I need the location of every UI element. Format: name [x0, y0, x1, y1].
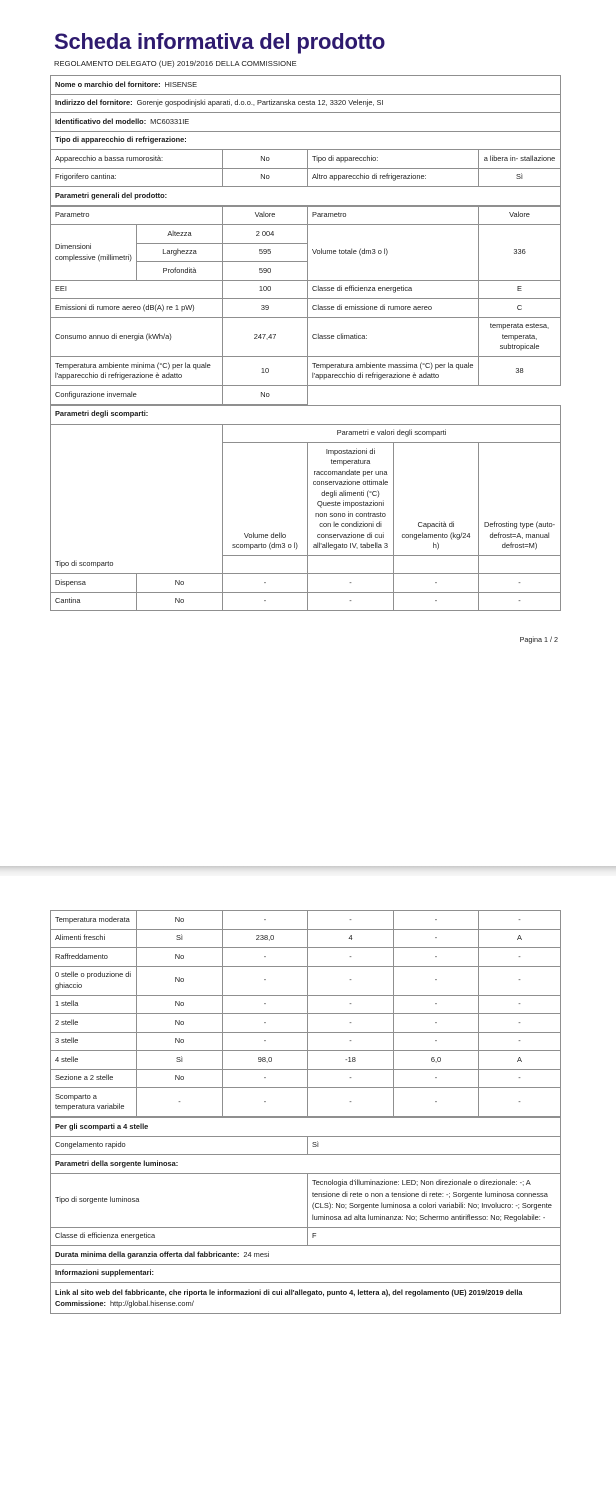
appliance-kind-value: a libera in- stallazione	[479, 150, 561, 169]
table-row	[51, 592, 561, 611]
compartment-freezing: -	[394, 929, 479, 948]
page-1-content	[50, 0, 560, 644]
compartment-temp: 4	[308, 929, 394, 948]
low-noise-value: No	[223, 150, 308, 169]
table-row	[51, 1173, 561, 1227]
general-params-header: Parametri generali del prodotto:	[51, 187, 561, 206]
compartment-temp: -	[308, 574, 394, 593]
compartment-volume: -	[223, 1088, 308, 1117]
compartment-present: No	[137, 911, 223, 930]
compartment-volume: -	[223, 592, 308, 611]
annual-energy-value: 247,47	[223, 317, 308, 357]
compartment-defrost: -	[479, 574, 561, 593]
climate-class-value: temperata estesa, temperata, subtropicale	[479, 317, 561, 357]
compartment-defrost: -	[479, 995, 561, 1014]
dimension-width-label: Larghezza	[137, 243, 223, 262]
col-header-defrost-type: Defrosting type (auto-defrost=A, manual defrost=M)	[479, 443, 561, 556]
compartment-temp: -	[308, 1032, 394, 1051]
table-row	[51, 94, 561, 113]
table-row	[51, 113, 561, 132]
appliance-kind-label: Tipo di apparecchio:	[308, 150, 479, 169]
total-volume-value: 336	[479, 225, 561, 281]
compartment-volume: -	[223, 574, 308, 593]
table-row	[51, 1051, 561, 1070]
eei-label: EEI	[51, 280, 223, 299]
compartment-defrost: A	[479, 929, 561, 948]
supplier-address-value: Gorenje gospodinjski aparati, d.o.o., Partizanska cesta 12, 3320 Velenje, SI	[136, 98, 384, 108]
col-header-value-1: Valore	[223, 206, 308, 225]
table-row	[51, 1069, 561, 1088]
climate-class-label: Classe climatica:	[308, 317, 479, 357]
fast-freeze-value: Sì	[308, 1136, 561, 1155]
general-params-table	[50, 206, 561, 405]
table-row	[51, 1264, 561, 1283]
page-2-top-margin	[0, 876, 616, 910]
light-source-type-value: Tecnologia d'illuminazione: LED; Non direzionale o direzionale: -; A tensione di rete o non a tensione di rete: -; Sorgente luminosa connessa (CLS): No; Sorgente luminosa a colori variabili: No; Involucro: -; Sorgente luminosa ad alta luminanza: No; Schermo antiriflesso: No; Regolabile: -	[308, 1173, 561, 1227]
col-header-volume: Volume dello scomparto (dm3 o l)	[223, 443, 308, 556]
table-row	[51, 948, 561, 967]
table-row	[51, 1118, 561, 1137]
page-2-content	[50, 910, 560, 1314]
compartment-volume: -	[223, 966, 308, 995]
compartment-defrost: -	[479, 1069, 561, 1088]
document-page-2	[0, 876, 616, 1500]
compartments-table-continued	[50, 910, 561, 1117]
table-row	[51, 150, 561, 169]
compartment-temp: -	[308, 1014, 394, 1033]
compartment-volume: -	[223, 995, 308, 1014]
compartment-defrost: -	[479, 948, 561, 967]
compartment-present: Sì	[137, 1051, 223, 1070]
model-id-row	[51, 113, 561, 132]
compartment-volume: -	[223, 1069, 308, 1088]
compartment-name: Scomparto a temperatura variabile	[51, 1088, 137, 1117]
compartment-temp: -	[308, 966, 394, 995]
table-row	[51, 911, 561, 930]
compartment-freezing: -	[394, 1069, 479, 1088]
compartments-header: Parametri degli scomparti:	[51, 405, 561, 424]
compartment-defrost: -	[479, 1032, 561, 1051]
supplier-name-row	[51, 76, 561, 95]
low-noise-label: Apparecchio a bassa rumorosità:	[51, 150, 223, 169]
compartment-freezing: -	[394, 911, 479, 930]
dimension-height-value: 2 004	[223, 225, 308, 244]
light-energy-class-label: Classe di efficienza energetica	[51, 1227, 308, 1246]
compartment-name: 0 stelle o produzione di ghiaccio	[51, 966, 137, 995]
compartment-temp: -	[308, 948, 394, 967]
compartment-freezing: -	[394, 592, 479, 611]
table-row	[51, 280, 561, 299]
col-header-freezing-capacity: Capacità di congelamento (kg/24 h)	[394, 443, 479, 556]
dimensions-label: Dimensioni complessive (millimetri)	[51, 225, 137, 281]
model-id-label: Identificativo del modello:	[55, 116, 147, 126]
compartment-name: 2 stelle	[51, 1014, 137, 1033]
additional-info-header: Informazioni supplementari:	[51, 1264, 561, 1283]
compartment-present: No	[137, 966, 223, 995]
total-volume-label: Volume totale (dm3 o l)	[308, 225, 479, 281]
table-row	[51, 1088, 561, 1117]
warranty-row	[51, 1246, 561, 1265]
energy-class-label: Classe di efficienza energetica	[308, 280, 479, 299]
compartment-defrost: A	[479, 1051, 561, 1070]
footer-sections-table	[50, 1117, 561, 1314]
table-row	[51, 929, 561, 948]
manufacturer-link-value: http://global.hisense.com/	[109, 1299, 194, 1309]
table-row	[51, 405, 561, 424]
compartment-present: No	[137, 1014, 223, 1033]
compartment-volume: -	[223, 1032, 308, 1051]
compartment-present: No	[137, 574, 223, 593]
page-title: Scheda informativa del prodotto	[54, 29, 386, 54]
compartment-name: Raffreddamento	[51, 948, 137, 967]
compartment-defrost: -	[479, 911, 561, 930]
compartment-temp: -	[308, 995, 394, 1014]
supplier-address-label: Indirizzo del fornitore:	[55, 98, 133, 108]
compartment-name: Temperatura moderata	[51, 911, 137, 930]
compartment-defrost: -	[479, 592, 561, 611]
regulation-subtitle: REGOLAMENTO DELEGATO (UE) 2019/2016 DELLA COMMISSIONE	[54, 59, 297, 69]
annual-energy-label: Consumo annuo di energia (kWh/a)	[51, 317, 223, 357]
compartment-temp: -	[308, 592, 394, 611]
min-ambient-temp-value: 10	[223, 357, 308, 386]
warranty-value: 24 mesi	[243, 1249, 270, 1259]
table-row	[51, 556, 561, 574]
model-id-value: MC60331IE	[150, 116, 190, 126]
compartment-name: 3 stelle	[51, 1032, 137, 1051]
table-row	[51, 1014, 561, 1033]
table-row	[51, 995, 561, 1014]
min-ambient-temp-label: Temperatura ambiente minima (°C) per la quale l'apparecchio di refrigerazione è adatto	[51, 357, 223, 386]
compartment-temp: -	[308, 1088, 394, 1117]
manufacturer-link-label: Link al sito web del fabbricante, che riporta le informazioni di cui all'allegato, punto 4, lettera a), del regolamento (UE) 2019/2019 della Commissione:	[55, 1287, 523, 1309]
energy-class-value: E	[479, 280, 561, 299]
col-header-temperature: Impostazioni di temperatura raccomandate per una conservazione ottimale degli alimenti (°C) Queste impostazioni non sono in contrasto con le condizioni di conservazione di cui all'allegato IV, tabella 3	[308, 443, 394, 556]
eei-value: 100	[223, 280, 308, 299]
col-header-value-2: Valore	[479, 206, 561, 225]
compartment-name: Cantina	[51, 592, 137, 611]
compartment-present: -	[137, 1088, 223, 1117]
other-appliance-label: Altro apparecchio di refrigerazione:	[308, 168, 479, 187]
table-row	[51, 317, 561, 357]
compartment-defrost: -	[479, 966, 561, 995]
table-row	[51, 1032, 561, 1051]
compartment-freezing: -	[394, 1032, 479, 1051]
dimension-width-value: 595	[223, 243, 308, 262]
compartment-volume: -	[223, 911, 308, 930]
other-appliance-value: Sì	[479, 168, 561, 187]
compartment-freezing: -	[394, 966, 479, 995]
compartment-name: 4 stelle	[51, 1051, 137, 1070]
table-row	[51, 206, 561, 225]
table-row	[51, 168, 561, 187]
compartment-present: No	[137, 1069, 223, 1088]
light-energy-class-value: F	[308, 1227, 561, 1246]
compartment-present: No	[137, 592, 223, 611]
winter-config-label: Configurazione invernale	[51, 386, 223, 405]
wine-cellar-value: No	[223, 168, 308, 187]
col-header-param-2: Parametro	[308, 206, 479, 225]
dimension-depth-label: Profondità	[137, 262, 223, 281]
warranty-label: Durata minima della garanzia offerta dal fabbricante:	[55, 1249, 240, 1259]
supplier-table	[50, 75, 561, 206]
table-row	[51, 1227, 561, 1246]
supplier-name-value: HISENSE	[164, 79, 197, 89]
compartment-freezing: -	[394, 995, 479, 1014]
table-row	[51, 386, 561, 405]
table-row	[51, 966, 561, 995]
compartment-present: No	[137, 995, 223, 1014]
table-row	[51, 76, 561, 95]
dimension-height-label: Altezza	[137, 225, 223, 244]
compartment-present: Sì	[137, 929, 223, 948]
table-row	[51, 1283, 561, 1314]
table-row	[51, 1136, 561, 1155]
noise-class-label: Classe di emissione di rumore aereo	[308, 299, 479, 318]
col-header-compartment-type: Tipo di scomparto	[51, 556, 223, 574]
light-source-header: Parametri della sorgente luminosa:	[51, 1155, 561, 1174]
table-row	[51, 225, 561, 244]
table-row	[51, 424, 561, 443]
fast-freeze-label: Congelamento rapido	[51, 1136, 308, 1155]
manufacturer-link-row	[51, 1283, 561, 1314]
noise-emission-value: 39	[223, 299, 308, 318]
table-row	[51, 1246, 561, 1265]
table-row	[51, 1155, 561, 1174]
compartment-volume: -	[223, 1014, 308, 1033]
compartments-group-header: Parametri e valori degli scomparti	[223, 424, 561, 443]
max-ambient-temp-value: 38	[479, 357, 561, 386]
wine-cellar-label: Frigorifero cantina:	[51, 168, 223, 187]
compartment-volume: 238,0	[223, 929, 308, 948]
noise-emission-label: Emissioni di rumore aereo (dB(A) re 1 pW)	[51, 299, 223, 318]
compartment-present: No	[137, 1032, 223, 1051]
compartment-name: Sezione a 2 stelle	[51, 1069, 137, 1088]
page-separator	[0, 866, 616, 876]
col-header-param-1: Parametro	[51, 206, 223, 225]
compartment-name: 1 stella	[51, 995, 137, 1014]
noise-class-value: C	[479, 299, 561, 318]
compartment-volume: -	[223, 948, 308, 967]
compartment-freezing: -	[394, 948, 479, 967]
compartment-freezing: -	[394, 574, 479, 593]
table-row	[51, 187, 561, 206]
supplier-name-label: Nome o marchio del fornitore:	[55, 79, 161, 89]
compartment-temp: -	[308, 911, 394, 930]
appliance-type-header: Tipo di apparecchio di refrigerazione:	[51, 131, 561, 150]
compartment-freezing: 6,0	[394, 1051, 479, 1070]
compartment-present: No	[137, 948, 223, 967]
compartment-freezing: -	[394, 1014, 479, 1033]
light-source-type-label: Tipo di sorgente luminosa	[51, 1173, 308, 1227]
four-star-header: Per gli scomparti a 4 stelle	[51, 1118, 561, 1137]
table-row	[51, 574, 561, 593]
table-row	[51, 357, 561, 386]
table-row	[51, 299, 561, 318]
compartment-temp: -18	[308, 1051, 394, 1070]
compartment-defrost: -	[479, 1088, 561, 1117]
compartment-volume: 98,0	[223, 1051, 308, 1070]
max-ambient-temp-label: Temperatura ambiente massima (°C) per la quale l'apparecchio di refrigerazione è adatto	[308, 357, 479, 386]
dimension-depth-value: 590	[223, 262, 308, 281]
compartment-name: Alimenti freschi	[51, 929, 137, 948]
page-number-footer: Pagina 1 / 2	[519, 635, 558, 645]
table-row	[51, 131, 561, 150]
compartment-defrost: -	[479, 1014, 561, 1033]
winter-config-value: No	[223, 386, 308, 405]
compartment-freezing: -	[394, 1088, 479, 1117]
compartment-name: Dispensa	[51, 574, 137, 593]
compartments-table	[50, 405, 561, 611]
supplier-address-row	[51, 94, 561, 113]
compartment-temp: -	[308, 1069, 394, 1088]
